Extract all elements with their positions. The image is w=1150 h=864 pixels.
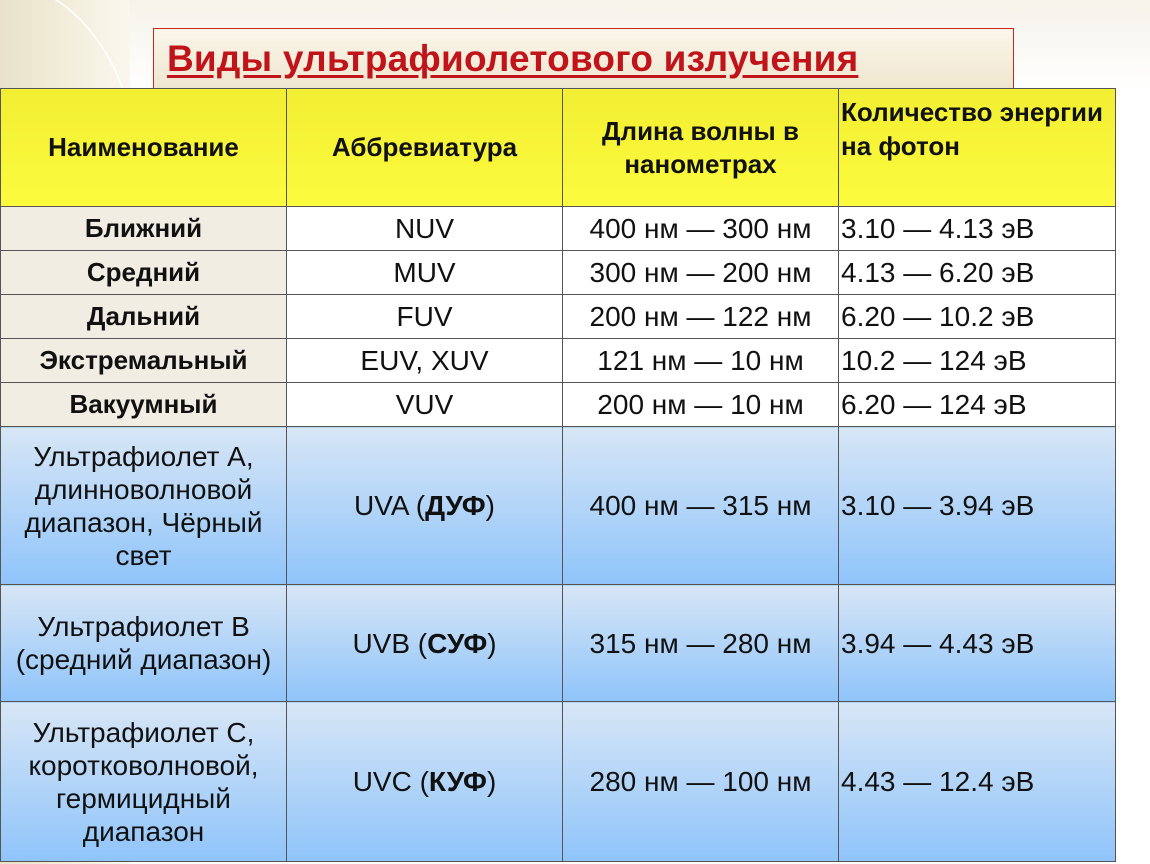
uv-types-table xyxy=(0,88,1116,862)
cell-abbreviation: FUV xyxy=(287,295,563,339)
abbr-prefix: UVA ( xyxy=(354,490,426,521)
cell-abbreviation: NUV xyxy=(287,207,563,251)
header-energy: Количество энергии на фотон xyxy=(839,89,1116,207)
table-row xyxy=(1,585,1116,702)
cell-energy: 6.20 — 10.2 эВ xyxy=(839,295,1116,339)
cell-wavelength: 315 нм — 280 нм xyxy=(563,585,839,702)
page-title: Виды ультрафиолетового излучения xyxy=(167,38,859,79)
cell-abbreviation: MUV xyxy=(287,251,563,295)
cell-energy: 3.94 — 4.43 эВ xyxy=(839,585,1116,702)
cell-wavelength: 280 нм — 100 нм xyxy=(563,702,839,862)
cell-abbreviation xyxy=(287,702,563,862)
cell-name: Ультрафиолет B (средний диапазон) xyxy=(1,585,287,702)
table-row xyxy=(1,207,1116,251)
table-row xyxy=(1,427,1116,585)
header-wavelength: Длина волны в нанометрах xyxy=(563,89,839,207)
cell-abbreviation: EUV, XUV xyxy=(287,339,563,383)
cell-name: Экстремальный xyxy=(1,339,287,383)
cell-abbreviation xyxy=(287,585,563,702)
cell-wavelength: 300 нм — 200 нм xyxy=(563,251,839,295)
table-row xyxy=(1,702,1116,862)
abbr-russian: КУФ xyxy=(428,766,487,797)
header-abbreviation: Аббревиатура xyxy=(287,89,563,207)
cell-energy: 4.13 — 6.20 эВ xyxy=(839,251,1116,295)
abbr-suffix: ) xyxy=(486,766,497,797)
abbr-suffix: ) xyxy=(487,627,497,659)
cell-energy: 10.2 — 124 эВ xyxy=(839,339,1116,383)
cell-name: Дальний xyxy=(1,295,287,339)
table-header-row xyxy=(1,89,1116,207)
cell-wavelength: 400 нм — 315 нм xyxy=(563,427,839,585)
abbr-suffix: ) xyxy=(485,490,495,521)
table-row xyxy=(1,251,1116,295)
cell-abbreviation: VUV xyxy=(287,383,563,427)
cell-energy: 3.10 — 4.13 эВ xyxy=(839,207,1116,251)
abbr-russian: СУФ xyxy=(427,627,488,659)
abbr-prefix: UVC ( xyxy=(352,766,429,797)
cell-wavelength: 400 нм — 300 нм xyxy=(563,207,839,251)
cell-name: Средний xyxy=(1,251,287,295)
cell-name: Ультрафиолет С, коротковолновой, гермицидный диапазон xyxy=(1,702,287,862)
abbr-russian: ДУФ xyxy=(425,490,486,521)
header-name: Наименование xyxy=(1,89,287,207)
cell-energy: 6.20 — 124 эВ xyxy=(839,383,1116,427)
cell-wavelength: 200 нм — 122 нм xyxy=(563,295,839,339)
cell-name: Ближний xyxy=(1,207,287,251)
cell-energy: 4.43 — 12.4 эВ xyxy=(839,702,1116,862)
cell-energy: 3.10 — 3.94 эВ xyxy=(839,427,1116,585)
cell-abbreviation xyxy=(287,427,563,585)
cell-name: Вакуумный xyxy=(1,383,287,427)
cell-name: Ультрафиолет A, длинноволновой диапазон, Чёрный свет xyxy=(1,427,287,585)
cell-wavelength: 121 нм — 10 нм xyxy=(563,339,839,383)
abbr-prefix: UVB ( xyxy=(352,627,428,659)
table-row xyxy=(1,295,1116,339)
cell-wavelength: 200 нм — 10 нм xyxy=(563,383,839,427)
table-row xyxy=(1,339,1116,383)
table-row xyxy=(1,383,1116,427)
